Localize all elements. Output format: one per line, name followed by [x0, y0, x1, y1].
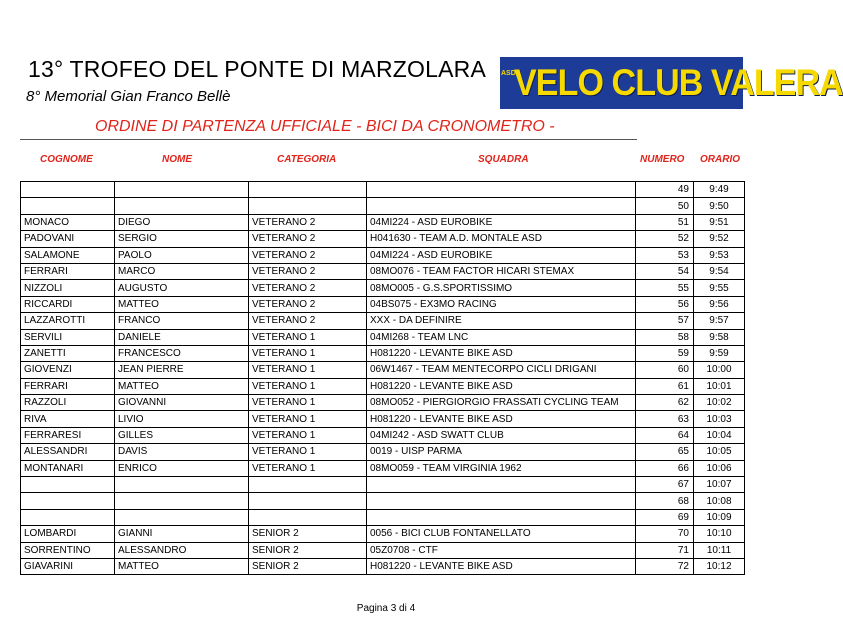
cell-squadra: 04MI242 - ASD SWATT CLUB [367, 427, 636, 443]
table-row [21, 182, 745, 198]
table-row [21, 493, 745, 509]
logo-text: VELO CLUB VALERA [514, 62, 843, 103]
page-number: Pagina 3 di 4 [356, 603, 416, 614]
cell-cognome: GIAVARINI [21, 558, 115, 574]
cell-categoria [249, 198, 367, 214]
cell-squadra [367, 477, 636, 493]
cell-cognome [21, 509, 115, 525]
cell-squadra: 08MO052 - PIERGIORGIO FRASSATI CYCLING TEAM [367, 395, 636, 411]
table-row [21, 329, 745, 345]
cell-squadra: 04MI224 - ASD EUROBIKE [367, 247, 636, 263]
cell-categoria: VETERANO 2 [249, 263, 367, 279]
table-row [21, 427, 745, 443]
table-row [21, 362, 745, 378]
cell-cognome: SERVILI [21, 329, 115, 345]
cell-nome [115, 509, 249, 525]
cell-nome: MATTEO [115, 296, 249, 312]
cell-cognome: RICCARDI [21, 296, 115, 312]
cell-numero: 62 [636, 395, 694, 411]
cell-orario: 10:00 [694, 362, 745, 378]
table-row [21, 247, 745, 263]
cell-categoria: VETERANO 1 [249, 460, 367, 476]
cell-cognome: PADOVANI [21, 231, 115, 247]
velo-club-valera-logo [500, 57, 843, 109]
cell-cognome: SORRENTINO [21, 542, 115, 558]
cell-categoria: VETERANO 2 [249, 231, 367, 247]
table-row [21, 460, 745, 476]
cell-cognome: LOMBARDI [21, 526, 115, 542]
cell-cognome: GIOVENZI [21, 362, 115, 378]
cell-categoria: VETERANO 2 [249, 214, 367, 230]
cell-cognome: MONTANARI [21, 460, 115, 476]
cell-nome: FRANCO [115, 313, 249, 329]
table-row [21, 411, 745, 427]
cell-nome: MATTEO [115, 378, 249, 394]
cell-nome: GIOVANNI [115, 395, 249, 411]
table-row [21, 198, 745, 214]
cell-squadra: 06W1467 - TEAM MENTECORPO CICLI DRIGANI [367, 362, 636, 378]
table-row [21, 477, 745, 493]
cell-squadra: 08MO059 - TEAM VIRGINIA 1962 [367, 460, 636, 476]
cell-orario: 9:52 [694, 231, 745, 247]
column-header-nome: NOME [162, 154, 192, 165]
cell-numero: 61 [636, 378, 694, 394]
cell-numero: 64 [636, 427, 694, 443]
cell-orario: 10:11 [694, 542, 745, 558]
cell-numero: 70 [636, 526, 694, 542]
table-row [21, 280, 745, 296]
cell-categoria [249, 509, 367, 525]
cell-numero: 71 [636, 542, 694, 558]
cell-cognome [21, 182, 115, 198]
cell-cognome: MONACO [21, 214, 115, 230]
cell-nome: SERGIO [115, 231, 249, 247]
cell-orario: 9:51 [694, 214, 745, 230]
cell-categoria: VETERANO 2 [249, 247, 367, 263]
cell-squadra: H081220 - LEVANTE BIKE ASD [367, 558, 636, 574]
cell-nome: DIEGO [115, 214, 249, 230]
cell-squadra: H081220 - LEVANTE BIKE ASD [367, 345, 636, 361]
cell-orario: 10:04 [694, 427, 745, 443]
cell-orario: 10:08 [694, 493, 745, 509]
cell-orario: 9:56 [694, 296, 745, 312]
cell-cognome: LAZZAROTTI [21, 313, 115, 329]
cell-categoria: VETERANO 2 [249, 280, 367, 296]
cell-numero: 57 [636, 313, 694, 329]
cell-numero: 58 [636, 329, 694, 345]
cell-squadra [367, 182, 636, 198]
column-header-cognome: COGNOME [40, 154, 93, 165]
cell-nome: GILLES [115, 427, 249, 443]
cell-cognome: NIZZOLI [21, 280, 115, 296]
cell-nome: MATTEO [115, 558, 249, 574]
cell-orario: 10:06 [694, 460, 745, 476]
cell-orario: 10:12 [694, 558, 745, 574]
cell-cognome [21, 198, 115, 214]
cell-nome: PAOLO [115, 247, 249, 263]
cell-nome: ALESSANDRO [115, 542, 249, 558]
cell-squadra: H041630 - TEAM A.D. MONTALE ASD [367, 231, 636, 247]
cell-numero: 69 [636, 509, 694, 525]
cell-numero: 56 [636, 296, 694, 312]
column-header-numero: NUMERO [640, 154, 685, 165]
cell-numero: 53 [636, 247, 694, 263]
cell-orario: 9:49 [694, 182, 745, 198]
cell-nome [115, 493, 249, 509]
cell-squadra: H081220 - LEVANTE BIKE ASD [367, 411, 636, 427]
table-row [21, 526, 745, 542]
cell-squadra: 08MO005 - G.S.SPORTISSIMO [367, 280, 636, 296]
heading-divider [20, 139, 637, 140]
cell-nome: FRANCESCO [115, 345, 249, 361]
table-row [21, 214, 745, 230]
cell-orario: 10:07 [694, 477, 745, 493]
cell-numero: 65 [636, 444, 694, 460]
table-row [21, 509, 745, 525]
column-header-orario: ORARIO [700, 154, 740, 165]
cell-numero: 60 [636, 362, 694, 378]
table-row [21, 263, 745, 279]
cell-numero: 55 [636, 280, 694, 296]
cell-numero: 67 [636, 477, 694, 493]
cell-squadra [367, 198, 636, 214]
table-row [21, 378, 745, 394]
cell-numero: 50 [636, 198, 694, 214]
cell-numero: 49 [636, 182, 694, 198]
cell-orario: 10:02 [694, 395, 745, 411]
cell-categoria [249, 477, 367, 493]
cell-categoria: SENIOR 2 [249, 526, 367, 542]
cell-orario: 10:09 [694, 509, 745, 525]
cell-squadra: XXX - DA DEFINIRE [367, 313, 636, 329]
cell-numero: 63 [636, 411, 694, 427]
cell-categoria: VETERANO 1 [249, 345, 367, 361]
cell-squadra: 04BS075 - EX3MO RACING [367, 296, 636, 312]
table-row [21, 444, 745, 460]
cell-orario: 9:50 [694, 198, 745, 214]
cell-categoria: VETERANO 2 [249, 296, 367, 312]
cell-squadra [367, 509, 636, 525]
cell-orario: 9:58 [694, 329, 745, 345]
cell-nome: ENRICO [115, 460, 249, 476]
cell-squadra: H081220 - LEVANTE BIKE ASD [367, 378, 636, 394]
cell-squadra: 04MI224 - ASD EUROBIKE [367, 214, 636, 230]
table-row [21, 558, 745, 574]
cell-numero: 54 [636, 263, 694, 279]
cell-orario: 9:54 [694, 263, 745, 279]
cell-cognome: FERRARI [21, 263, 115, 279]
cell-categoria: VETERANO 1 [249, 395, 367, 411]
cell-squadra: 0019 - UISP PARMA [367, 444, 636, 460]
cell-cognome: FERRARI [21, 378, 115, 394]
cell-nome: GIANNI [115, 526, 249, 542]
cell-squadra: 05Z0708 - CTF [367, 542, 636, 558]
start-list-table [20, 181, 745, 575]
cell-nome: JEAN PIERRE [115, 362, 249, 378]
cell-orario: 9:53 [694, 247, 745, 263]
cell-squadra: 0056 - BICI CLUB FONTANELLATO [367, 526, 636, 542]
cell-orario: 10:05 [694, 444, 745, 460]
cell-categoria [249, 182, 367, 198]
cell-nome: LIVIO [115, 411, 249, 427]
table-row [21, 313, 745, 329]
cell-numero: 51 [636, 214, 694, 230]
cell-orario: 9:55 [694, 280, 745, 296]
document-title: 13° TROFEO DEL PONTE DI MARZOLARA [28, 56, 486, 82]
cell-orario: 10:10 [694, 526, 745, 542]
cell-categoria [249, 493, 367, 509]
cell-cognome: RAZZOLI [21, 395, 115, 411]
table-row [21, 296, 745, 312]
table-row [21, 345, 745, 361]
column-header-categoria: CATEGORIA [277, 154, 337, 165]
cell-nome [115, 182, 249, 198]
cell-nome: AUGUSTO [115, 280, 249, 296]
logo-prefix: ASD [501, 70, 516, 77]
cell-nome: MARCO [115, 263, 249, 279]
cell-orario: 10:01 [694, 378, 745, 394]
cell-numero: 52 [636, 231, 694, 247]
cell-numero: 59 [636, 345, 694, 361]
cell-categoria: VETERANO 1 [249, 378, 367, 394]
cell-squadra: 04MI268 - TEAM LNC [367, 329, 636, 345]
cell-numero: 68 [636, 493, 694, 509]
cell-categoria: SENIOR 2 [249, 542, 367, 558]
cell-categoria: VETERANO 1 [249, 427, 367, 443]
cell-orario: 9:59 [694, 345, 745, 361]
cell-categoria: VETERANO 1 [249, 329, 367, 345]
cell-numero: 72 [636, 558, 694, 574]
cell-nome: DAVIS [115, 444, 249, 460]
cell-cognome: FERRARESI [21, 427, 115, 443]
document-subtitle: 8° Memorial Gian Franco Bellè [26, 88, 231, 105]
table-row [21, 542, 745, 558]
cell-cognome [21, 493, 115, 509]
cell-orario: 9:57 [694, 313, 745, 329]
table-row [21, 231, 745, 247]
cell-nome: DANIELE [115, 329, 249, 345]
table-row [21, 395, 745, 411]
cell-cognome: ZANETTI [21, 345, 115, 361]
cell-categoria: SENIOR 2 [249, 558, 367, 574]
column-header-squadra: SQUADRA [478, 154, 529, 165]
cell-cognome: RIVA [21, 411, 115, 427]
cell-categoria: VETERANO 1 [249, 444, 367, 460]
cell-squadra [367, 493, 636, 509]
cell-cognome [21, 477, 115, 493]
cell-cognome: ALESSANDRI [21, 444, 115, 460]
cell-categoria: VETERANO 1 [249, 411, 367, 427]
cell-nome [115, 477, 249, 493]
cell-numero: 66 [636, 460, 694, 476]
cell-categoria: VETERANO 2 [249, 313, 367, 329]
cell-orario: 10:03 [694, 411, 745, 427]
start-order-heading: ORDINE DI PARTENZA UFFICIALE - BICI DA CRONOMETRO - [95, 118, 555, 135]
cell-cognome: SALAMONE [21, 247, 115, 263]
cell-nome [115, 198, 249, 214]
cell-squadra: 08MO076 - TEAM FACTOR HICARI STEMAX [367, 263, 636, 279]
cell-categoria: VETERANO 1 [249, 362, 367, 378]
